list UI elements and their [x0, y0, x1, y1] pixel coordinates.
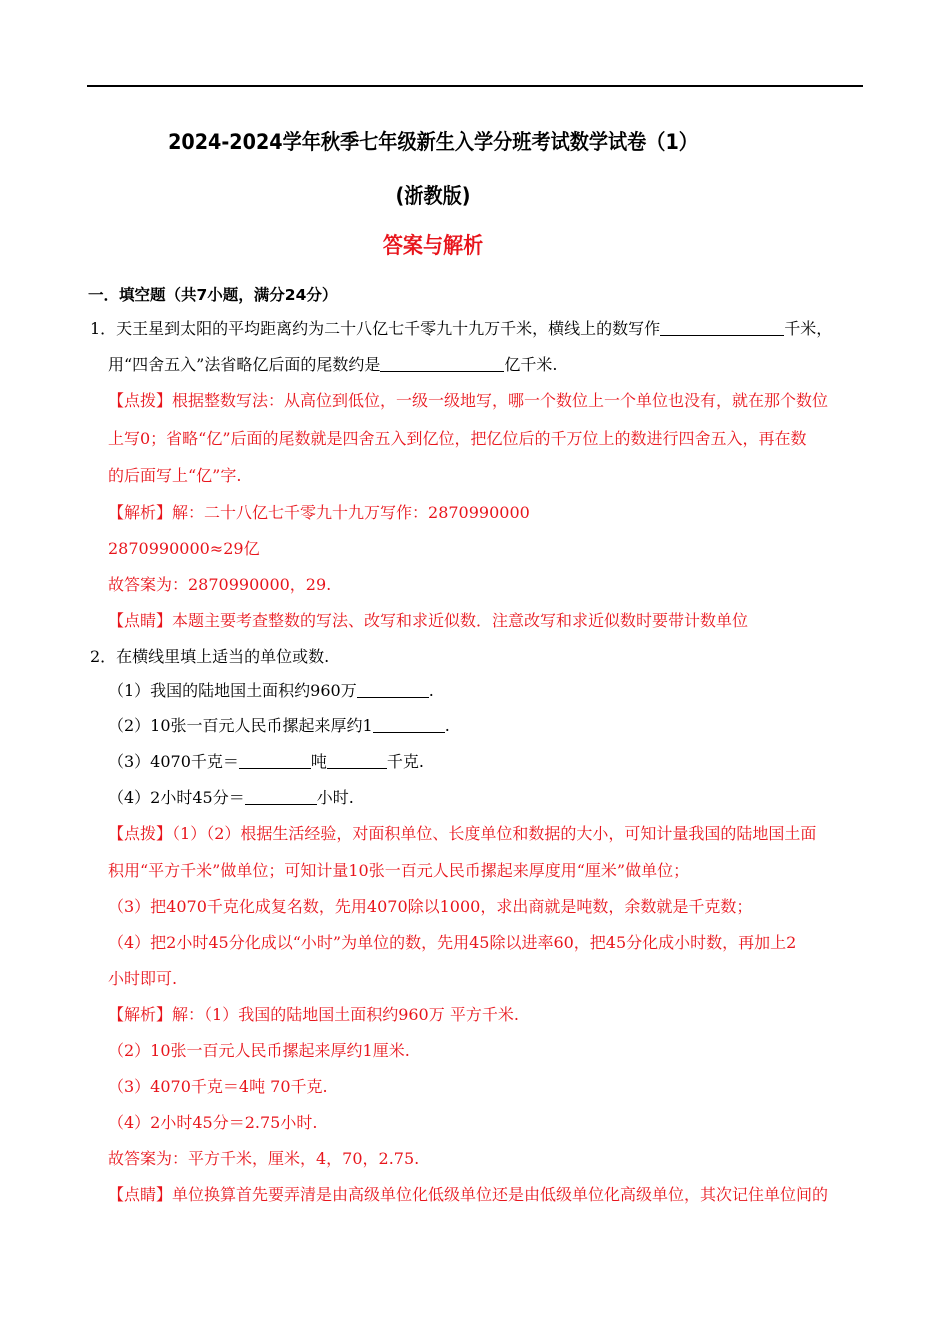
q2-blank-4 [327, 752, 387, 769]
q1-blank-1 [660, 319, 784, 336]
q2-analysis-line2: （2）10张一百元人民币摞起来厚约1厘米. [108, 1041, 410, 1060]
q2-hint-line3: （3）把4070千克化成复名数，先用4070除以1000，求出商就是吨数，余数就是千克数； [108, 897, 753, 916]
q1-analysis-line2: 2870990000≈29亿 [108, 539, 260, 558]
q2-sub4: （4）2小时45分＝ 小时. [108, 788, 354, 807]
document-subtitle: 答案与解析 [382, 234, 484, 259]
q2-hint-line5: 小时即可. [108, 969, 178, 988]
q2-analysis-line3: （3）4070千克＝4吨 70千克. [108, 1077, 328, 1096]
q1-hint-line1: 【点拨】根据整数写法：从高位到低位，一级一级地写，哪一个数位上一个单位也没有，就在那个数位 [108, 391, 829, 410]
q2-analysis-line1: 【解析】解：（1）我国的陆地国土面积约960万 平方千米. [108, 1005, 519, 1024]
q2-blank-5 [245, 788, 317, 805]
document-title: 2024-2024学年秋季七年级新生入学分班考试数学试卷（1） [168, 130, 698, 154]
q2-sub3: （3）4070千克＝ 吨 千克. [108, 752, 425, 771]
q2-hint-line2: 积用“平方千米”做单位；可知计量10张一百元人民币摞起来厚度用“厘米”做单位； [108, 861, 690, 880]
q2-blank-1 [357, 681, 429, 698]
q1-analysis-line1: 【解析】解：二十八亿七千零九十九万写作：2870990000 [108, 503, 530, 522]
document-edition: (浙教版) [395, 184, 471, 208]
q2-hint-line1: 【点拨】（1）（2）根据生活经验，对面积单位、长度单位和数据的大小，可知计量我国的陆地国土面 [108, 824, 817, 843]
q2-answer: 故答案为：平方千米，厘米，4，70，2.75. [108, 1149, 420, 1168]
q1-comment: 【点睛】本题主要考查整数的写法、改写和求近似数．注意改写和求近似数时要带计数单位 [108, 611, 749, 630]
q2-comment: 【点睛】单位换算首先要弄清是由高级单位化低级单位还是由低级单位化高级单位，其次记住单位间的 [108, 1185, 829, 1204]
header-rule [87, 85, 863, 87]
q1-line1: 1．天王星到太阳的平均距离约为二十八亿七千零九十九万千米，横线上的数写作 千米， [90, 319, 833, 338]
q2-sub2: （2）10张一百元人民币摞起来厚约1 . [108, 716, 450, 735]
q2-blank-3 [239, 752, 311, 769]
q2-sub1: （1）我国的陆地国土面积约960万 . [108, 681, 434, 700]
q1-answer: 故答案为：2870990000，29. [108, 575, 332, 594]
q1-blank-2 [380, 355, 504, 372]
section-heading: 一．填空题（共7小题，满分24分） [88, 286, 338, 304]
q1-line2: 用“四舍五入”法省略亿后面的尾数约是 亿千米. [108, 355, 558, 374]
q1-hint-line3: 的后面写上“亿”字. [108, 466, 242, 485]
q1-hint-line2: 上写0；省略“亿”后面的尾数就是四舍五入到亿位，把亿位后的千万位上的数进行四舍五入，再在数 [108, 429, 807, 448]
q2-blank-2 [373, 716, 445, 733]
q2-analysis-line4: （4）2小时45分＝2.75小时. [108, 1113, 318, 1132]
q2-stem: 2．在横线里填上适当的单位或数. [90, 647, 330, 666]
q2-hint-line4: （4）把2小时45分化成以“小时”为单位的数，先用45除以进率60，把45分化成小时数，再加上2 [108, 933, 797, 952]
